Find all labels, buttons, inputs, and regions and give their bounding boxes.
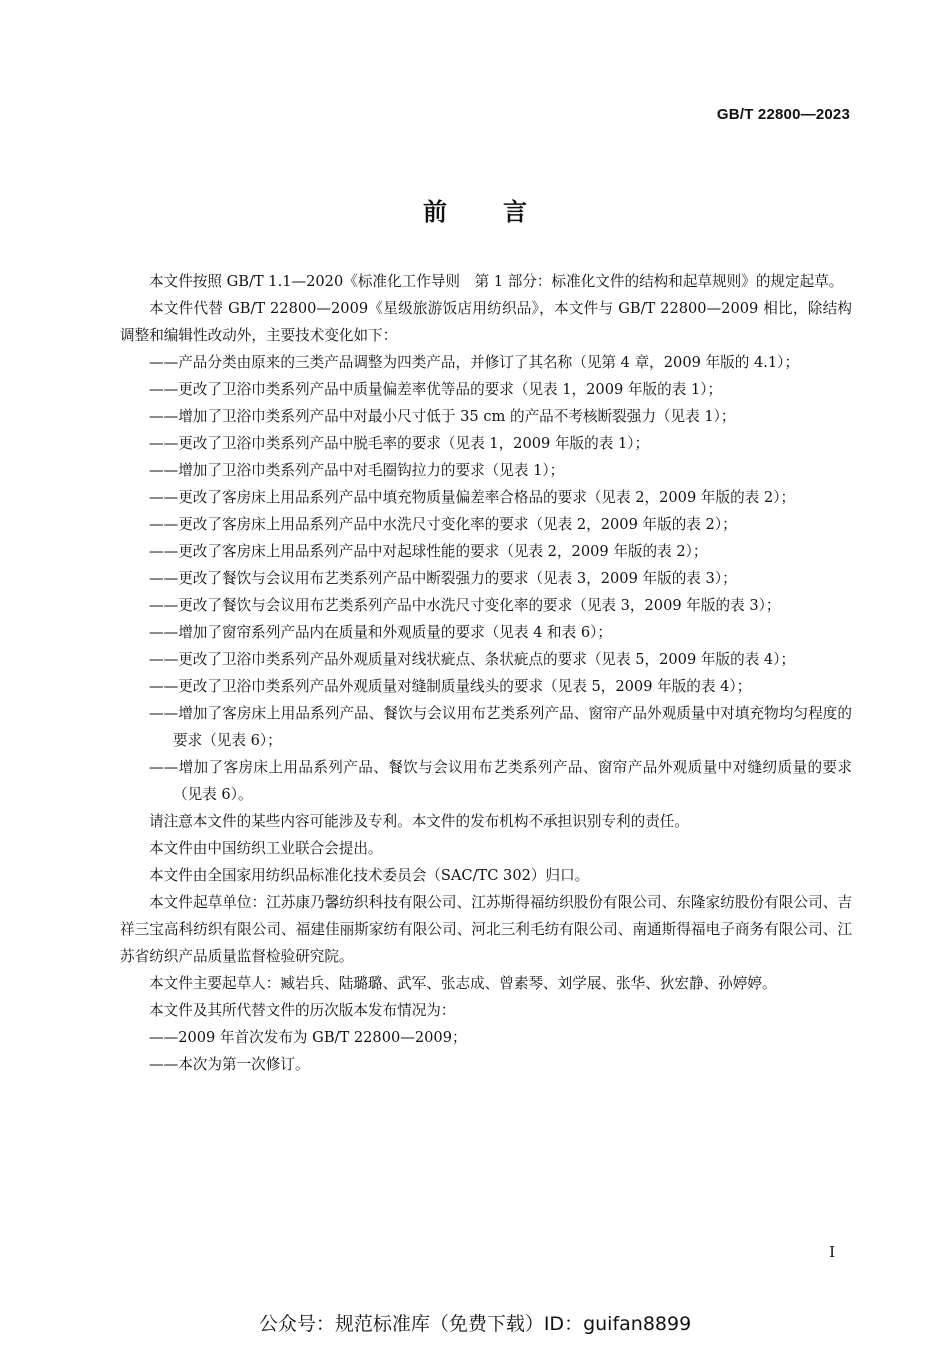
foreword-body xyxy=(120,268,852,1078)
change-item: ——增加了卫浴巾类系列产品中对最小尺寸低于 35 cm 的产品不考核断裂强力（见表 1）； xyxy=(149,408,736,425)
change-item: ——更改了客房床上用品系列产品中水洗尺寸变化率的要求（见表 2，2009 年版的表 2）； xyxy=(149,516,737,533)
change-item: ——更改了卫浴巾类系列产品中质量偏差率优等品的要求（见表 1，2009 年版的表 1）； xyxy=(149,381,723,398)
paragraph-drafting-rule: 本文件按照 GB/T 1.1—2020《标准化工作导则 第 1 部分：标准化文件的结构和起草规则》的规定起草。 xyxy=(149,273,844,290)
history-item: ——本次为第一次修订。 xyxy=(149,1056,310,1073)
history-item: ——2009 年首次发布为 GB/T 22800—2009； xyxy=(149,1029,467,1046)
title-char-1: 前 xyxy=(423,198,447,226)
paragraph-proposer: 本文件由中国纺织工业联合会提出。 xyxy=(149,840,383,857)
change-item: ——增加了客房床上用品系列产品、餐饮与会议用布艺类系列产品、窗帘产品外观质量中对填充物均匀程度的要求（见表 6）； xyxy=(149,705,852,749)
change-item: ——更改了卫浴巾类系列产品外观质量对线状疵点、条状疵点的要求（见表 5，2009 年版的表 4）； xyxy=(149,651,796,668)
paragraph-drafting-units: 本文件起草单位：江苏康乃馨纺织科技有限公司、江苏斯得福纺织股份有限公司、东隆家纺股份有限公司、吉祥三宝高科纺织有限公司、福建佳丽斯家纺有限公司、河北三利毛纺有限公司、南通斯得福电子商务有限公司、江苏省纺织产品质量监督检验研究院。 xyxy=(120,894,852,965)
change-item: ——更改了餐饮与会议用布艺类系列产品中水洗尺寸变化率的要求（见表 3，2009 年版的表 3）； xyxy=(149,597,781,614)
paragraph-committee: 本文件由全国家用纺织品标准化技术委员会（SAC/TC 302）归口。 xyxy=(149,867,590,884)
page-title xyxy=(0,192,950,227)
paragraph-patent: 请注意本文件的某些内容可能涉及专利。本文件的发布机构不承担识别专利的责任。 xyxy=(149,813,689,830)
change-item: ——增加了卫浴巾类系列产品中对毛圈钩拉力的要求（见表 1）； xyxy=(149,462,565,479)
paragraph-replaces: 本文件代替 GB/T 22800—2009《星级旅游饭店用纺织品》，本文件与 GB/T 22800—2009 相比，除结构调整和编辑性改动外，主要技术变化如下： xyxy=(120,300,852,344)
change-item: ——产品分类由原来的三类产品调整为四类产品，并修订了其名称（见第 4 章，2009 年版的 4.1）； xyxy=(149,354,800,371)
change-item: ——更改了客房床上用品系列产品中填充物质量偏差率合格品的要求（见表 2，2009 年版的表 2）； xyxy=(149,489,796,506)
change-item: ——更改了卫浴巾类系列产品外观质量对缝制质量线头的要求（见表 5，2009 年版的表 4）； xyxy=(149,678,752,695)
page-number: I xyxy=(829,1243,835,1261)
title-char-2: 言 xyxy=(503,198,527,226)
change-item: ——更改了卫浴巾类系列产品中脱毛率的要求（见表 1，2009 年版的表 1）； xyxy=(149,435,650,452)
standard-number: GB/T 22800—2023 xyxy=(716,106,850,123)
paragraph-drafters: 本文件主要起草人：臧岩兵、陆璐璐、武军、张志成、曾素琴、刘学展、张华、狄宏静、孙婷婷。 xyxy=(149,975,777,992)
change-item: ——更改了餐饮与会议用布艺类系列产品中断裂强力的要求（见表 3，2009 年版的表 3）； xyxy=(149,570,737,587)
change-item: ——更改了客房床上用品系列产品中对起球性能的要求（见表 2，2009 年版的表 2）； xyxy=(149,543,708,560)
change-item: ——增加了窗帘系列产品内在质量和外观质量的要求（见表 4 和表 6）； xyxy=(149,624,613,641)
promo-watermark-text: 公众号：规范标准库（免费下载）ID：guifan8899 xyxy=(258,1313,692,1335)
change-item: ——增加了客房床上用品系列产品、餐饮与会议用布艺类系列产品、窗帘产品外观质量中对缝纫质量的要求（见表 6）。 xyxy=(149,759,852,803)
paragraph-history-intro: 本文件及其所代替文件的历次版本发布情况为： xyxy=(149,1002,456,1019)
